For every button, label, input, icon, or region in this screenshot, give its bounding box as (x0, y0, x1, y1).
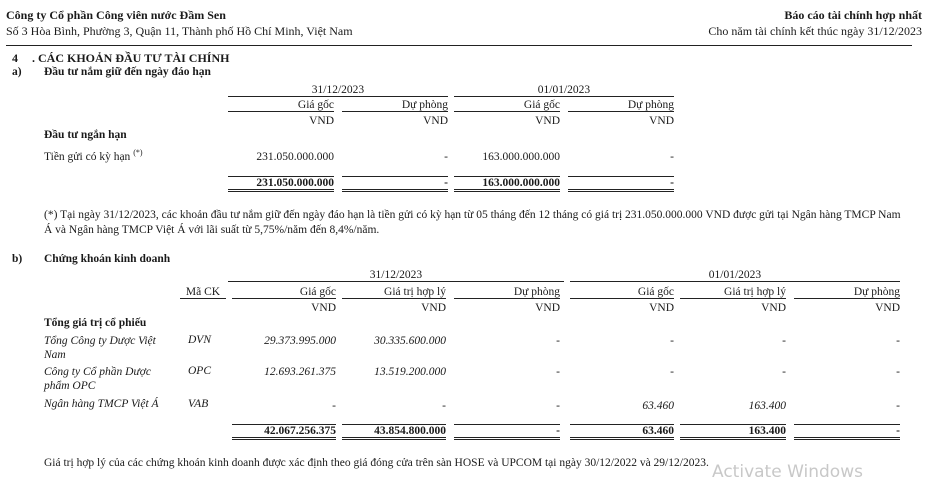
b-total-value: - (454, 424, 560, 440)
b-date-1: 31/12/2023 (228, 269, 564, 282)
b-unit: VND (421, 302, 446, 314)
a-col-cost-1: Giá gốc (228, 99, 334, 112)
a-row-value: 231.050.000.000 (256, 151, 334, 163)
a-total-value: 163.000.000.000 (454, 176, 560, 192)
a-unit-3: VND (535, 115, 560, 127)
b-col-provision-2: Dự phòng (794, 286, 900, 299)
header-divider (6, 45, 912, 46)
windows-activation-watermark: Activate Windows (712, 462, 863, 482)
b-row-value: 29.373.995.000 (264, 335, 336, 347)
a-row-label (44, 148, 143, 163)
b-row-value: 163.400 (748, 400, 786, 412)
b-total-value: - (794, 424, 900, 440)
section-title: . CÁC KHOẢN ĐẦU TƯ TÀI CHÍNH (32, 51, 230, 65)
b-col-fair-2: Giá trị hợp lý (680, 286, 786, 299)
a-unit-1: VND (309, 115, 334, 127)
b-row-code: VAB (188, 398, 209, 410)
b-row-value: - (332, 400, 336, 412)
b-row-name: Tổng Công ty Dược Việt Nam (44, 335, 156, 361)
b-col-cost-1: Giá gốc (232, 286, 336, 299)
report-title: Báo cáo tài chính hợp nhất (784, 8, 922, 22)
a-unit-4: VND (649, 115, 674, 127)
company-address: Số 3 Hòa Bình, Phường 3, Quận 11, Thành phố Hồ Chí Minh, Việt Nam (6, 24, 353, 38)
a-col-cost-2: Giá gốc (454, 99, 560, 112)
b-row-code: OPC (188, 365, 211, 377)
a-col-provision-1: Dự phòng (342, 99, 448, 112)
section-number: 4 (12, 51, 18, 65)
b-row-value: - (556, 366, 560, 378)
b-row-value: - (556, 400, 560, 412)
a-date-2: 01/01/2023 (454, 84, 674, 97)
b-row-value: 30.335.600.000 (374, 335, 446, 347)
part-b-label: b) (12, 253, 23, 265)
b-row-value: - (782, 366, 786, 378)
b-row-value: - (896, 335, 900, 347)
a-row-value: - (670, 151, 674, 163)
report-period: Cho năm tài chính kết thúc ngày 31/12/2023 (708, 24, 922, 38)
a-group-title: Đầu tư ngắn hạn (44, 129, 127, 141)
b-total-value: 163.400 (680, 424, 786, 440)
b-row-value: 13.519.200.000 (374, 366, 446, 378)
company-name: Công ty Cổ phần Công viên nước Đầm Sen (6, 8, 226, 22)
part-b-title: Chứng khoán kinh doanh (44, 253, 171, 265)
b-total-value: 63.460 (570, 424, 674, 440)
b-total-value: 42.067.256.375 (232, 424, 336, 440)
a-date-1: 31/12/2023 (228, 84, 448, 97)
a-row-label-text: Tiền gửi có kỳ hạn (44, 150, 131, 163)
a-unit-2: VND (423, 115, 448, 127)
b-row-value: - (670, 335, 674, 347)
a-total-value: - (568, 176, 674, 192)
b-row-value: 12.693.261.375 (264, 366, 336, 378)
b-date-2: 01/01/2023 (570, 269, 900, 282)
a-footnote: (*) Tại ngày 31/12/2023, các khoản đầu tư nắm giữ đến ngày đáo hạn là tiền gửi có kỳ hạn từ 05 tháng đến 12 tháng có giá trị 231.050.000.000 VND được gửi tại Ngân hàng TMCP Nam Á và Ngân hàng TMCP Việt Á với lãi suất từ 5,75%/năm đến 8,4%/năm. (44, 209, 901, 236)
b-row-value: - (896, 366, 900, 378)
b-row-value: - (896, 400, 900, 412)
a-row-value: - (444, 151, 448, 163)
b-unit: VND (761, 302, 786, 314)
a-row-note: (*) (133, 148, 143, 157)
a-col-provision-2: Dự phòng (568, 99, 674, 112)
b-row-value: - (556, 335, 560, 347)
part-a-title: Đầu tư nắm giữ đến ngày đáo hạn (44, 66, 211, 78)
a-total-value: 231.050.000.000 (228, 176, 334, 192)
part-a-label: a) (12, 66, 22, 78)
b-total-value: 43.854.800.000 (342, 424, 446, 440)
b-row-value: 63.460 (642, 400, 674, 412)
b-row-code: DVN (188, 334, 211, 346)
b-footnote: Giá trị hợp lý của các chứng khoán kinh doanh được xác định theo giá đóng cửa trên sàn HOSE và UPCOM tại ngày 30/12/2022 và 29/12/2023. (44, 457, 709, 469)
b-unit: VND (311, 302, 336, 314)
a-row-value: 163.000.000.000 (482, 151, 560, 163)
b-unit: VND (649, 302, 674, 314)
b-row-value: - (442, 400, 446, 412)
b-code-header: Mã CK (180, 286, 226, 299)
b-row-value: - (670, 366, 674, 378)
b-unit: VND (535, 302, 560, 314)
b-row-name: Công ty Cổ phần Dược phẩm OPC (44, 366, 151, 392)
b-col-cost-2: Giá gốc (570, 286, 674, 299)
b-row-value: - (782, 335, 786, 347)
b-row-name: Ngân hàng TMCP Việt Á (44, 398, 159, 410)
b-unit: VND (875, 302, 900, 314)
a-total-value: - (342, 176, 448, 192)
b-col-provision-1: Dự phòng (454, 286, 560, 299)
b-col-fair-1: Giá trị hợp lý (342, 286, 446, 299)
b-group-title: Tổng giá trị cổ phiếu (44, 317, 147, 329)
